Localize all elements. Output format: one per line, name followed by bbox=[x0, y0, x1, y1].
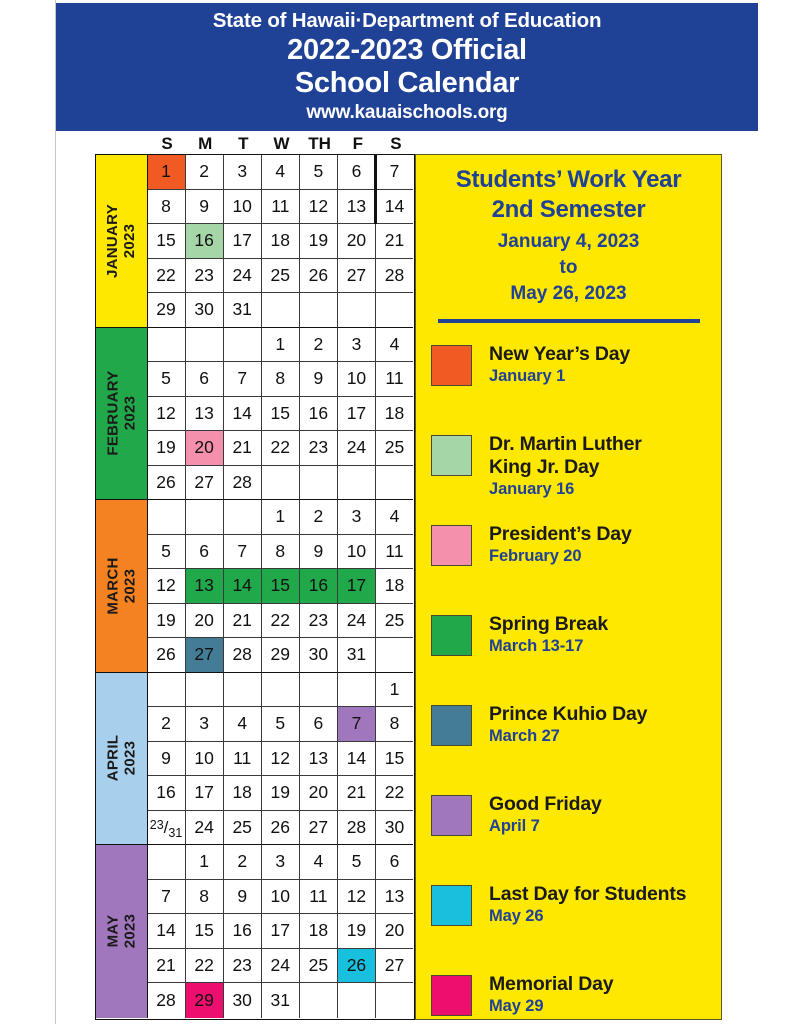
month-year: 2023 bbox=[121, 568, 139, 604]
week-row bbox=[148, 673, 414, 708]
day-cell[interactable]: 29 bbox=[148, 293, 186, 328]
day-cell[interactable]: 8 bbox=[262, 535, 300, 570]
day-cell[interactable]: 31 bbox=[338, 638, 376, 673]
day-cell[interactable]: 14 bbox=[224, 397, 262, 432]
day-cell[interactable]: 18 bbox=[376, 397, 413, 432]
day-cell[interactable]: 6 bbox=[300, 707, 338, 742]
day-cell-empty bbox=[338, 293, 376, 328]
month-block-may bbox=[96, 845, 414, 1018]
legend-text-block bbox=[489, 973, 613, 1016]
day-cell[interactable]: 10 bbox=[224, 190, 262, 225]
legend-text-block bbox=[489, 883, 686, 926]
day-cell[interactable]: 2 bbox=[148, 707, 186, 742]
month-year: 2023 bbox=[121, 395, 139, 431]
month-year: 2023 bbox=[121, 223, 139, 259]
week-row bbox=[148, 397, 414, 432]
day-cell[interactable]: 8 bbox=[186, 880, 224, 915]
day-cell[interactable] bbox=[148, 811, 186, 846]
panel-divider-rule bbox=[438, 319, 700, 323]
day-cell-empty bbox=[224, 328, 262, 363]
day-cell[interactable]: 3 bbox=[224, 155, 262, 190]
legend-holiday-name: Last Day for Students bbox=[489, 883, 687, 905]
day-cell[interactable]: 30 bbox=[224, 983, 262, 1018]
week-row bbox=[148, 880, 414, 915]
panel-to-word: to bbox=[559, 257, 578, 278]
legend-text-block bbox=[489, 343, 630, 386]
week-row bbox=[148, 500, 414, 535]
month-block-march bbox=[96, 500, 414, 673]
day-cell[interactable]: 15 bbox=[186, 914, 224, 949]
month-block-april bbox=[96, 673, 414, 846]
month-label-text bbox=[104, 557, 138, 614]
day-cell[interactable]: 29 bbox=[186, 983, 224, 1018]
week-row bbox=[148, 431, 414, 466]
day-cell[interactable]: 28 bbox=[338, 811, 376, 846]
day-cell[interactable]: 13 bbox=[300, 742, 338, 777]
day-cell[interactable]: 4 bbox=[376, 328, 413, 363]
day-cell[interactable]: 20 bbox=[376, 914, 413, 949]
day-cell[interactable]: 13 bbox=[376, 880, 413, 915]
month-label-april bbox=[96, 673, 148, 846]
legend-item bbox=[431, 973, 721, 1020]
legend-holiday-date: February 20 bbox=[489, 547, 582, 565]
day-cell[interactable]: 25 bbox=[376, 431, 413, 466]
day-cell[interactable]: 14 bbox=[148, 914, 186, 949]
day-cell[interactable]: 21 bbox=[224, 431, 262, 466]
legend-color-swatch bbox=[431, 975, 472, 1016]
week-row bbox=[148, 949, 414, 984]
day-cell[interactable]: 18 bbox=[224, 776, 262, 811]
month-label-february bbox=[96, 328, 148, 501]
day-cell[interactable]: 6 bbox=[376, 845, 413, 880]
day-cell-empty bbox=[376, 638, 413, 673]
week-row bbox=[148, 155, 414, 190]
month-weeks bbox=[148, 328, 414, 501]
day-cell[interactable]: 8 bbox=[148, 190, 186, 225]
day-cell[interactable]: 2 bbox=[186, 155, 224, 190]
legend-color-swatch bbox=[431, 795, 472, 836]
day-cell[interactable]: 19 bbox=[262, 776, 300, 811]
day-cell[interactable]: 20 bbox=[186, 604, 224, 639]
header-title-line: School Calendar bbox=[294, 67, 520, 99]
weekday-header-1: M bbox=[198, 134, 213, 153]
day-cell-empty bbox=[376, 466, 413, 501]
day-cell-empty bbox=[300, 466, 338, 501]
legend-item bbox=[431, 523, 721, 613]
week-row bbox=[148, 983, 414, 1018]
day-cell[interactable]: 16 bbox=[300, 569, 338, 604]
left-margin-rule bbox=[55, 0, 56, 1024]
day-cell[interactable]: 22 bbox=[186, 949, 224, 984]
month-label-may bbox=[96, 845, 148, 1018]
day-cell[interactable]: 6 bbox=[186, 362, 224, 397]
weekday-header-5: F bbox=[352, 134, 363, 153]
day-cell[interactable]: 12 bbox=[148, 569, 186, 604]
day-cell[interactable]: 6 bbox=[338, 155, 376, 190]
day-cell-empty bbox=[376, 983, 413, 1018]
day-cell[interactable]: 7 bbox=[376, 155, 413, 190]
day-cell[interactable]: 20 bbox=[300, 776, 338, 811]
holiday-legend-list bbox=[416, 343, 721, 1020]
day-cell[interactable]: 6 bbox=[186, 535, 224, 570]
month-block-january bbox=[96, 155, 414, 328]
month-name: JANUARY bbox=[104, 203, 122, 278]
legend-item bbox=[431, 703, 721, 793]
week-row bbox=[148, 638, 414, 673]
day-cell[interactable]: 12 bbox=[300, 190, 338, 225]
fraction-day-label: 23/31 bbox=[149, 817, 183, 840]
legend-color-swatch bbox=[431, 525, 472, 566]
day-cell-empty bbox=[148, 500, 186, 535]
legend-holiday-date: March 27 bbox=[489, 727, 560, 745]
day-cell[interactable]: 14 bbox=[376, 190, 413, 225]
day-cell[interactable]: 3 bbox=[186, 707, 224, 742]
day-cell[interactable]: 9 bbox=[300, 535, 338, 570]
week-row bbox=[148, 569, 414, 604]
day-cell[interactable]: 8 bbox=[262, 362, 300, 397]
week-row bbox=[148, 776, 414, 811]
day-cell[interactable]: 13 bbox=[338, 190, 376, 225]
day-cell[interactable]: 7 bbox=[224, 362, 262, 397]
day-cell[interactable]: 13 bbox=[186, 397, 224, 432]
weekday-header-0: S bbox=[161, 134, 173, 153]
legend-item bbox=[431, 433, 721, 523]
month-name: MAY bbox=[104, 914, 122, 948]
day-cell[interactable]: 24 bbox=[338, 431, 376, 466]
day-cell[interactable]: 9 bbox=[148, 742, 186, 777]
day-cell[interactable]: 25 bbox=[224, 811, 262, 846]
legend-text-block bbox=[489, 613, 608, 656]
legend-text-block bbox=[489, 433, 642, 499]
panel-start-date: January 4, 2023 bbox=[497, 231, 640, 252]
day-cell[interactable]: 7 bbox=[224, 535, 262, 570]
day-cell[interactable]: 25 bbox=[262, 259, 300, 294]
day-cell-empty bbox=[376, 293, 413, 328]
day-cell[interactable]: 24 bbox=[338, 604, 376, 639]
day-cell[interactable]: 21 bbox=[148, 949, 186, 984]
day-cell[interactable]: 21 bbox=[376, 224, 413, 259]
day-cell[interactable]: 19 bbox=[338, 914, 376, 949]
day-cell-empty bbox=[262, 673, 300, 708]
day-cell[interactable]: 15 bbox=[376, 742, 413, 777]
day-cell[interactable]: 4 bbox=[224, 707, 262, 742]
day-cell[interactable]: 11 bbox=[224, 742, 262, 777]
day-cell[interactable]: 3 bbox=[338, 328, 376, 363]
day-cell-empty bbox=[300, 673, 338, 708]
legend-holiday-date: April 7 bbox=[489, 817, 540, 835]
day-cell[interactable]: 27 bbox=[186, 466, 224, 501]
day-cell[interactable]: 30 bbox=[186, 293, 224, 328]
legend-item bbox=[431, 883, 721, 973]
day-cell[interactable]: 28 bbox=[376, 259, 413, 294]
day-cell[interactable]: 28 bbox=[224, 466, 262, 501]
day-cell[interactable]: 1 bbox=[186, 845, 224, 880]
day-cell[interactable]: 22 bbox=[262, 604, 300, 639]
day-cell[interactable]: 17 bbox=[224, 224, 262, 259]
day-cell-empty bbox=[262, 293, 300, 328]
day-cell[interactable]: 4 bbox=[300, 845, 338, 880]
day-cell[interactable]: 31 bbox=[262, 983, 300, 1018]
day-cell-empty bbox=[224, 673, 262, 708]
month-weeks bbox=[148, 155, 414, 328]
week-row bbox=[148, 466, 414, 501]
day-cell[interactable]: 12 bbox=[338, 880, 376, 915]
day-cell[interactable]: 2 bbox=[300, 328, 338, 363]
month-label-text bbox=[104, 735, 138, 782]
day-cell[interactable]: 18 bbox=[300, 914, 338, 949]
day-cell[interactable]: 27 bbox=[300, 811, 338, 846]
week-row bbox=[148, 535, 414, 570]
day-cell[interactable]: 31 bbox=[224, 293, 262, 328]
week-row bbox=[148, 742, 414, 777]
month-label-january bbox=[96, 155, 148, 328]
day-cell[interactable]: 9 bbox=[224, 880, 262, 915]
day-cell[interactable]: 8 bbox=[376, 707, 413, 742]
day-cell[interactable]: 21 bbox=[338, 776, 376, 811]
week-row bbox=[148, 604, 414, 639]
month-weeks bbox=[148, 845, 414, 1018]
day-cell[interactable]: 27 bbox=[186, 638, 224, 673]
day-cell[interactable]: 26 bbox=[338, 949, 376, 984]
day-cell[interactable]: 29 bbox=[262, 638, 300, 673]
day-cell[interactable]: 7 bbox=[338, 707, 376, 742]
legend-holiday-date: May 26 bbox=[489, 907, 544, 925]
day-cell[interactable]: 22 bbox=[262, 431, 300, 466]
day-cell[interactable]: 10 bbox=[186, 742, 224, 777]
day-cell[interactable]: 17 bbox=[338, 569, 376, 604]
day-cell[interactable]: 20 bbox=[186, 431, 224, 466]
legend-holiday-date: March 13-17 bbox=[489, 637, 584, 655]
day-cell[interactable]: 16 bbox=[186, 224, 224, 259]
day-cell[interactable]: 19 bbox=[148, 604, 186, 639]
day-cell[interactable]: 9 bbox=[300, 362, 338, 397]
day-cell-empty bbox=[148, 673, 186, 708]
month-label-text bbox=[104, 914, 138, 949]
day-cell[interactable]: 4 bbox=[262, 155, 300, 190]
legend-holiday-name: Memorial Day bbox=[489, 973, 614, 995]
day-cell-empty bbox=[148, 328, 186, 363]
day-cell[interactable]: 14 bbox=[224, 569, 262, 604]
day-cell[interactable]: 12 bbox=[262, 742, 300, 777]
legend-item bbox=[431, 343, 721, 433]
day-cell[interactable]: 27 bbox=[338, 259, 376, 294]
day-cell[interactable]: 10 bbox=[338, 535, 376, 570]
legend-holiday-name: Spring Break bbox=[489, 613, 608, 635]
day-cell[interactable]: 28 bbox=[224, 638, 262, 673]
weekday-header-row bbox=[148, 134, 415, 154]
day-cell[interactable]: 10 bbox=[262, 880, 300, 915]
day-cell[interactable]: 3 bbox=[262, 845, 300, 880]
day-cell[interactable]: 4 bbox=[376, 500, 413, 535]
day-cell[interactable]: 23 bbox=[186, 259, 224, 294]
day-cell[interactable]: 16 bbox=[224, 914, 262, 949]
week-row bbox=[148, 707, 414, 742]
day-cell[interactable]: 24 bbox=[224, 259, 262, 294]
day-cell[interactable]: 26 bbox=[300, 259, 338, 294]
day-cell[interactable]: 22 bbox=[148, 259, 186, 294]
week-row bbox=[148, 845, 414, 880]
legend-holiday-name: Good Friday bbox=[489, 793, 602, 815]
day-cell[interactable]: 5 bbox=[148, 362, 186, 397]
week-row bbox=[148, 293, 414, 328]
day-cell-empty bbox=[186, 328, 224, 363]
week-row bbox=[148, 259, 414, 294]
day-cell-empty bbox=[300, 983, 338, 1018]
day-cell[interactable]: 17 bbox=[186, 776, 224, 811]
day-cell[interactable]: 16 bbox=[148, 776, 186, 811]
day-cell[interactable]: 25 bbox=[300, 949, 338, 984]
month-weeks bbox=[148, 673, 414, 846]
week-row bbox=[148, 328, 414, 363]
legend-item bbox=[431, 613, 721, 703]
day-cell[interactable]: 1 bbox=[262, 500, 300, 535]
day-cell[interactable]: 1 bbox=[262, 328, 300, 363]
day-cell[interactable]: 17 bbox=[262, 914, 300, 949]
day-cell[interactable]: 1 bbox=[376, 673, 413, 708]
day-cell[interactable]: 15 bbox=[148, 224, 186, 259]
legend-text-block bbox=[489, 703, 647, 746]
month-block-february bbox=[96, 328, 414, 501]
day-cell[interactable]: 16 bbox=[300, 397, 338, 432]
day-cell[interactable]: 28 bbox=[148, 983, 186, 1018]
day-cell[interactable]: 5 bbox=[300, 155, 338, 190]
legend-holiday-date: May 29 bbox=[489, 997, 544, 1015]
day-cell[interactable]: 11 bbox=[376, 535, 413, 570]
day-cell[interactable]: 9 bbox=[186, 190, 224, 225]
day-cell-empty bbox=[338, 983, 376, 1018]
month-year: 2023 bbox=[121, 913, 139, 949]
day-cell-empty bbox=[262, 466, 300, 501]
month-name: MARCH bbox=[104, 557, 122, 615]
day-cell[interactable]: 17 bbox=[338, 397, 376, 432]
day-cell-empty bbox=[148, 845, 186, 880]
week-row bbox=[148, 224, 414, 259]
panel-title-line2: 2nd Semester bbox=[491, 196, 646, 223]
panel-title-line1: Students’ Work Year bbox=[455, 166, 682, 193]
legend-color-swatch bbox=[431, 615, 472, 656]
legend-text-block bbox=[489, 523, 632, 566]
day-cell[interactable]: 20 bbox=[338, 224, 376, 259]
weekday-header-2: T bbox=[238, 134, 249, 153]
legend-color-swatch bbox=[431, 345, 472, 386]
month-label-text bbox=[104, 204, 138, 278]
day-cell[interactable]: 12 bbox=[148, 397, 186, 432]
day-cell[interactable]: 10 bbox=[338, 362, 376, 397]
week-row bbox=[148, 190, 414, 225]
day-cell[interactable]: 13 bbox=[186, 569, 224, 604]
day-cell-empty bbox=[224, 500, 262, 535]
day-cell[interactable]: 23 bbox=[224, 949, 262, 984]
legend-holiday-name: Dr. Martin Luther bbox=[489, 433, 642, 455]
day-cell[interactable]: 5 bbox=[148, 535, 186, 570]
legend-holiday-name: President’s Day bbox=[489, 523, 632, 545]
weekday-header-6: S bbox=[390, 134, 402, 153]
day-cell[interactable]: 14 bbox=[338, 742, 376, 777]
day-cell[interactable]: 23 bbox=[300, 604, 338, 639]
month-label-text bbox=[104, 371, 138, 456]
day-cell[interactable]: 11 bbox=[376, 362, 413, 397]
legend-holiday-name: Prince Kuhio Day bbox=[489, 703, 648, 725]
day-cell-empty bbox=[186, 673, 224, 708]
week-row bbox=[148, 811, 414, 846]
header-agency-line: State of Hawaii·Department of Education bbox=[212, 9, 602, 32]
day-cell[interactable]: 26 bbox=[148, 638, 186, 673]
legend-color-swatch bbox=[431, 705, 472, 746]
day-cell[interactable]: 27 bbox=[376, 949, 413, 984]
day-cell[interactable]: 5 bbox=[262, 707, 300, 742]
day-cell[interactable]: 11 bbox=[300, 880, 338, 915]
legend-holiday-name-line2: King Jr. Day bbox=[489, 456, 600, 478]
day-cell[interactable]: 25 bbox=[376, 604, 413, 639]
day-cell[interactable]: 21 bbox=[224, 604, 262, 639]
day-cell[interactable]: 19 bbox=[148, 431, 186, 466]
legend-holiday-date: January 1 bbox=[489, 367, 566, 385]
day-cell[interactable]: 23 bbox=[300, 431, 338, 466]
day-cell[interactable]: 30 bbox=[376, 811, 413, 846]
header-website-line: www.kauaischools.org bbox=[306, 102, 508, 123]
day-cell[interactable]: 18 bbox=[262, 224, 300, 259]
legend-color-swatch bbox=[431, 885, 472, 926]
month-label-march bbox=[96, 500, 148, 673]
month-year: 2023 bbox=[121, 740, 139, 776]
panel-title-block bbox=[416, 165, 721, 307]
day-cell[interactable]: 5 bbox=[338, 845, 376, 880]
legend-item bbox=[431, 793, 721, 883]
legend-text-block bbox=[489, 793, 602, 836]
legend-color-swatch bbox=[431, 435, 472, 476]
day-cell[interactable]: 7 bbox=[148, 880, 186, 915]
panel-end-date: May 26, 2023 bbox=[510, 283, 627, 304]
weekday-header-3: W bbox=[273, 134, 290, 153]
day-cell[interactable]: 3 bbox=[338, 500, 376, 535]
day-cell[interactable]: 1 bbox=[148, 155, 186, 190]
day-cell[interactable]: 2 bbox=[224, 845, 262, 880]
day-cell[interactable]: 26 bbox=[148, 466, 186, 501]
legend-holiday-date: January 16 bbox=[489, 480, 575, 498]
day-cell[interactable]: 24 bbox=[186, 811, 224, 846]
day-cell[interactable]: 2 bbox=[300, 500, 338, 535]
day-cell[interactable]: 15 bbox=[262, 569, 300, 604]
month-weeks bbox=[148, 500, 414, 673]
day-cell[interactable]: 26 bbox=[262, 811, 300, 846]
day-cell[interactable]: 15 bbox=[262, 397, 300, 432]
day-cell-empty bbox=[338, 466, 376, 501]
month-name: APRIL bbox=[104, 735, 122, 782]
legend-holiday-name: New Year’s Day bbox=[489, 343, 631, 365]
day-cell[interactable]: 11 bbox=[262, 190, 300, 225]
day-cell[interactable]: 22 bbox=[376, 776, 413, 811]
calendar-grid bbox=[95, 154, 415, 1020]
month-name: FEBRUARY bbox=[104, 370, 122, 456]
header-year-line: 2022-2023 Official bbox=[287, 34, 527, 66]
week-row bbox=[148, 914, 414, 949]
day-cell-empty bbox=[338, 673, 376, 708]
day-cell[interactable]: 19 bbox=[300, 224, 338, 259]
day-cell[interactable]: 18 bbox=[376, 569, 413, 604]
weekday-header-4: TH bbox=[308, 134, 331, 153]
day-cell[interactable]: 30 bbox=[300, 638, 338, 673]
page-header-banner bbox=[56, 3, 758, 131]
week-row bbox=[148, 362, 414, 397]
day-cell[interactable]: 24 bbox=[262, 949, 300, 984]
day-cell-empty bbox=[186, 500, 224, 535]
day-cell-empty bbox=[300, 293, 338, 328]
info-legend-panel bbox=[415, 154, 722, 1020]
